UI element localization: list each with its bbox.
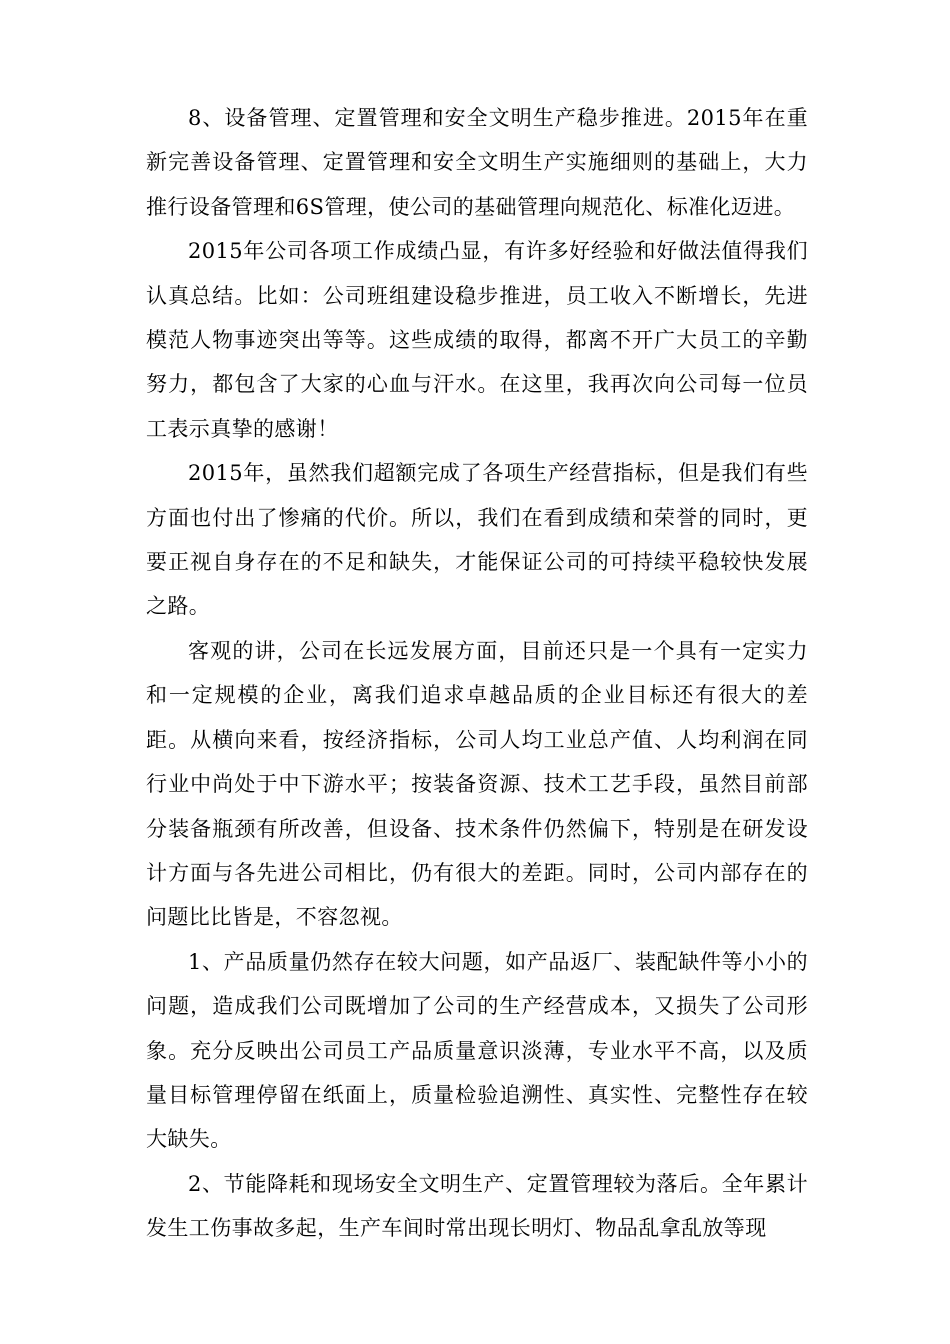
paragraph-objective-assessment: 客观的讲，公司在长远发展方面，目前还只是一个具有一定实力和一定规模的企业，离我们追求卓越品质的企业目标还有很大的差距。从横向来看，按经济指标，公司人均工业总产值、人均利润在同行业中尚处于中下游水平；按装备资源、技术工艺手段，虽然目前部分装备瓶颈有所改善，但设备、技术条件仍然偏下，特别是在研发设计方面与各先进公司相比，仍有很大的差距。同时，公司内部存在的问题比比皆是，不容忽视。 [146,638,808,930]
paragraph-energy-and-safety-issues: 2、节能降耗和现场安全文明生产、定置管理较为落后。全年累计发生工伤事故多起，生产车间时常出现长明灯、物品乱拿乱放等现 [146,1171,808,1241]
paragraph-costs-and-shortcomings: 2015年，虽然我们超额完成了各项生产经营指标，但是我们有些方面也付出了惨痛的代价。所以，我们在看到成绩和荣誉的同时，更要正视自身存在的不足和缺失，才能保证公司的可持续平稳较快发展之路。 [146,461,808,619]
paragraph-product-quality-issues: 1、产品质量仍然存在较大问题，如产品返厂、装配缺件等小小的问题，造成我们公司既增加了公司的生产经营成本，又损失了公司形象。充分反映出公司员工产品质量意识淡薄，专业水平不高，以及质量目标管理停留在纸面上，质量检验追溯性、真实性、完整性存在较大缺失。 [146,949,808,1152]
paragraph-achievements-2015: 2015年公司各项工作成绩凸显，有许多好经验和好做法值得我们认真总结。比如：公司班组建设稳步推进，员工收入不断增长，先进模范人物事迹突出等等。这些成绩的取得，都离不开广大员工的辛勤努力，都包含了大家的心血与汗水。在这里，我再次向公司每一位员工表示真挚的感谢！ [146,239,808,441]
paragraph-equipment-management: 8、设备管理、定置管理和安全文明生产稳步推进。2015年在重新完善设备管理、定置管理和安全文明生产实施细则的基础上，大力推行设备管理和6S管理，使公司的基础管理向规范化、标准化迈进。 [146,106,808,219]
document-page [146,96,808,1251]
